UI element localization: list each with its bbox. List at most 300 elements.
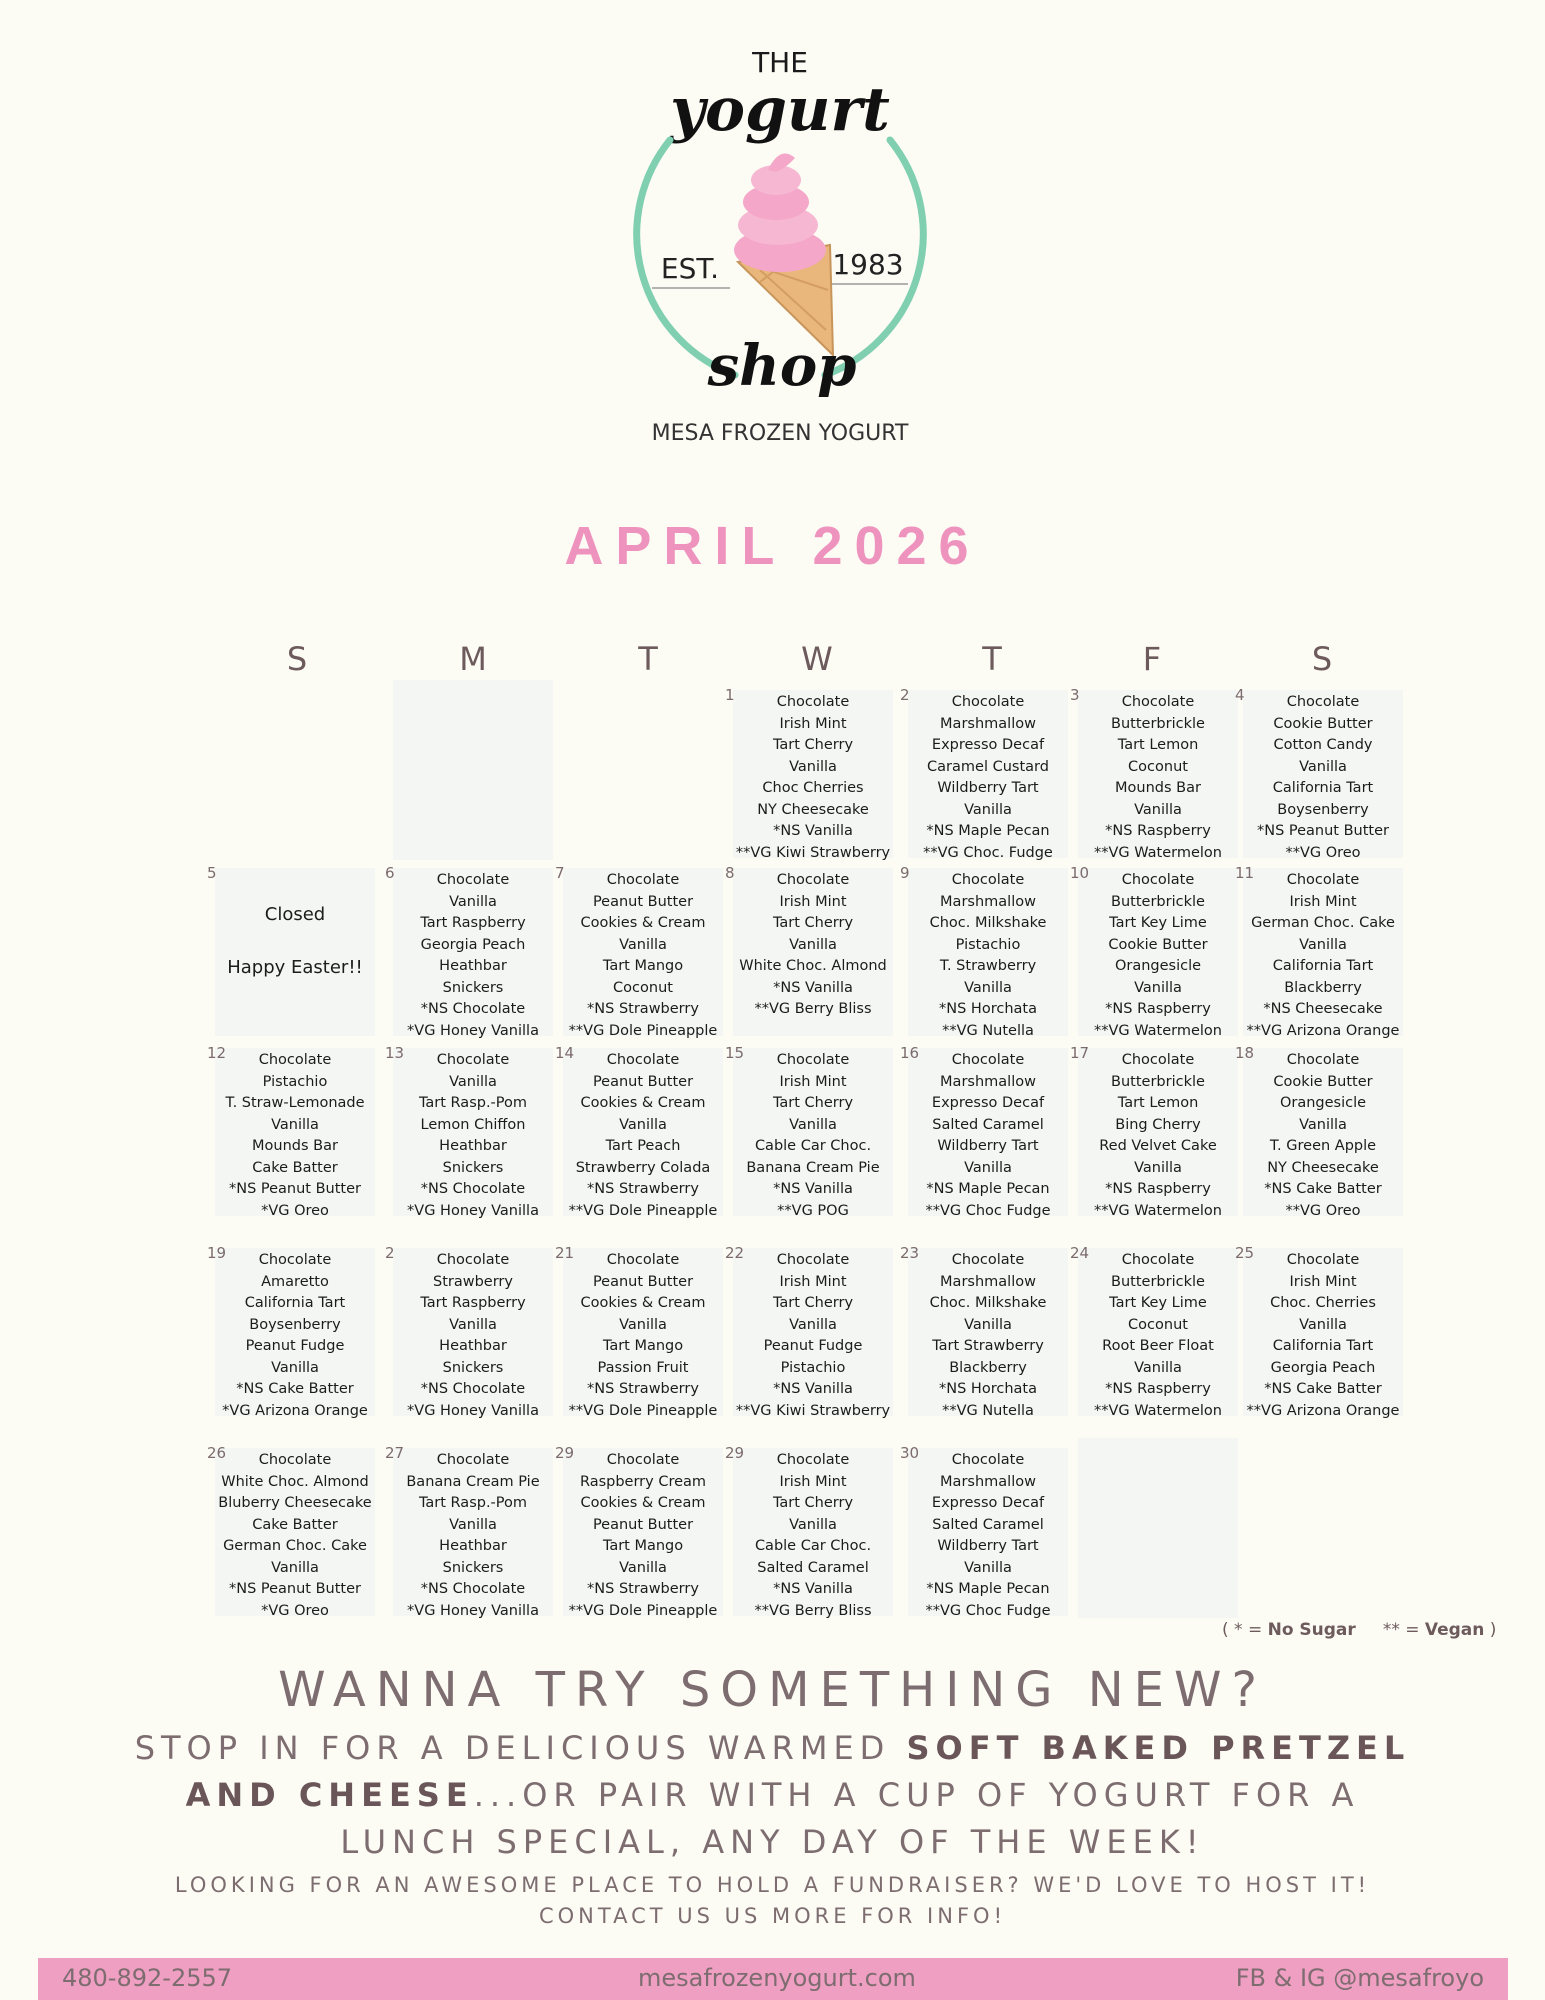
flavor-list bbox=[393, 1448, 553, 1622]
day-number: 1 bbox=[725, 686, 735, 704]
flavor-item: Tart Rasp.-Pom bbox=[418, 1495, 528, 1511]
flavor-item: Irish Mint bbox=[779, 1073, 847, 1090]
flavor-item: Tart Peach bbox=[605, 1138, 681, 1154]
flavor-item: *NS Chocolate bbox=[420, 1181, 526, 1197]
flavor-item: **VG Kiwi Strawberry bbox=[735, 1402, 891, 1419]
flavor-item: Coconut bbox=[1128, 758, 1188, 775]
day-number: 3 bbox=[1070, 686, 1080, 704]
flavor-item: Tart Cherry bbox=[772, 737, 854, 753]
flavor-item: *VG Honey Vanilla bbox=[407, 1202, 539, 1219]
flavor-item: **VG Oreo bbox=[1285, 844, 1361, 861]
calendar-day-cell bbox=[555, 1044, 723, 1219]
flavor-list bbox=[393, 1048, 553, 1222]
flavor-item: Butterbrickle bbox=[1111, 893, 1205, 910]
flavor-item: **VG Nutella bbox=[942, 1022, 1034, 1039]
flavor-item: *NS Cake Batter bbox=[1264, 1181, 1382, 1197]
flavor-item: Blackberry bbox=[949, 1359, 1027, 1376]
flavor-item: Expresso Decaf bbox=[931, 1495, 1045, 1511]
flavor-item: Bing Cherry bbox=[1115, 1116, 1201, 1133]
flavor-item: **VG POG bbox=[777, 1202, 849, 1219]
flavor-item: **VG Oreo bbox=[1285, 1202, 1361, 1219]
flavor-item: **VG Nutella bbox=[942, 1402, 1034, 1419]
closed-notice bbox=[215, 868, 375, 978]
flavor-item: Chocolate bbox=[1121, 1252, 1195, 1268]
footer-social[interactable]: FB & IG @mesafroyo bbox=[1235, 1964, 1484, 1992]
flavor-item: Wildberry Tart bbox=[937, 1138, 1039, 1154]
legend-close: ) bbox=[1484, 1620, 1497, 1640]
flavor-item: Tart Strawberry bbox=[932, 1338, 1044, 1354]
flavor-list bbox=[215, 1448, 375, 1622]
flavor-item: **VG Dole Pineapple bbox=[568, 1202, 718, 1219]
flavor-list bbox=[908, 1248, 1068, 1422]
flavor-item: Blackberry bbox=[1284, 979, 1362, 996]
legend-no-sugar: No Sugar bbox=[1267, 1620, 1356, 1640]
flavor-item: Strawberry Colada bbox=[575, 1159, 711, 1176]
calendar-day-cell bbox=[900, 686, 1068, 861]
flavor-item: Strawberry bbox=[433, 1273, 513, 1290]
flavor-item: Vanilla bbox=[271, 1116, 319, 1133]
day-number: 23 bbox=[900, 1244, 920, 1262]
day-number: 2 bbox=[900, 686, 910, 704]
flavor-item: Chocolate bbox=[776, 1252, 850, 1268]
flavor-item: Vanilla bbox=[1134, 1159, 1182, 1176]
flavor-item: Boysenberry bbox=[1277, 801, 1369, 818]
flavor-item: Wildberry Tart bbox=[937, 780, 1039, 796]
flavor-item: Butterbrickle bbox=[1111, 1273, 1205, 1290]
flavor-item: Vanilla bbox=[1299, 936, 1347, 953]
footer-phone[interactable]: 480-892-2557 bbox=[62, 1964, 233, 1992]
day-number: 12 bbox=[207, 1044, 227, 1062]
flavor-item: Chocolate bbox=[606, 872, 680, 888]
flavor-item: Chocolate bbox=[606, 1052, 680, 1068]
flavor-item: **VG Berry Bliss bbox=[754, 1001, 872, 1017]
flavor-list bbox=[908, 1448, 1068, 1622]
day-number: 8 bbox=[725, 864, 735, 882]
flavor-item: Vanilla bbox=[1299, 758, 1347, 775]
flavor-item: Bluberry Cheesecake bbox=[218, 1495, 372, 1511]
flavor-item: Salted Caramel bbox=[932, 1116, 1044, 1133]
flavor-item: Chocolate bbox=[436, 1452, 510, 1468]
flavor-item: Caramel Custard bbox=[927, 758, 1049, 775]
weekday-1: M bbox=[459, 640, 487, 678]
flavor-item: Cookies & Cream bbox=[580, 915, 706, 931]
flavor-item: Boysenberry bbox=[249, 1316, 341, 1333]
flavor-item: Cookies & Cream bbox=[580, 1295, 706, 1311]
flavor-item: Cookies & Cream bbox=[580, 1495, 706, 1511]
day-number: 29 bbox=[555, 1444, 575, 1462]
calendar-day-cell bbox=[385, 864, 553, 1039]
flavor-item: Vanilla bbox=[789, 1116, 837, 1133]
calendar-day-cell bbox=[900, 1444, 1068, 1619]
legend-open: ( * = bbox=[1222, 1620, 1268, 1640]
logo-the: THE bbox=[752, 46, 808, 79]
flavor-list bbox=[733, 690, 893, 864]
flavor-item: Chocolate bbox=[258, 1252, 332, 1268]
flavor-item: Banana Cream Pie bbox=[746, 1159, 880, 1176]
flavor-item: Heathbar bbox=[439, 1138, 507, 1154]
flavor-list bbox=[215, 1048, 375, 1222]
flavor-item: Chocolate bbox=[1286, 694, 1360, 710]
calendar-day-cell bbox=[555, 1244, 723, 1419]
flavor-item: Snickers bbox=[442, 1559, 504, 1576]
flavor-item: *NS Cake Batter bbox=[236, 1381, 354, 1397]
flavor-list bbox=[563, 1048, 723, 1222]
flavor-item: NY Cheesecake bbox=[1267, 1159, 1379, 1176]
flavor-item: *NS Chocolate bbox=[420, 1581, 526, 1597]
flavor-item: Lemon Chiffon bbox=[420, 1116, 526, 1133]
flavor-item: Chocolate bbox=[951, 872, 1025, 888]
flavor-item: Chocolate bbox=[1121, 872, 1195, 888]
flavor-item: *NS Maple Pecan bbox=[926, 1181, 1050, 1197]
logo-est: EST. bbox=[660, 252, 720, 285]
flavor-item: Red Velvet Cake bbox=[1099, 1138, 1217, 1154]
flavor-item: Irish Mint bbox=[779, 893, 847, 910]
flavor-item: Vanilla bbox=[789, 1316, 837, 1333]
flavor-item: *NS Vanilla bbox=[773, 979, 853, 996]
day-number: 13 bbox=[385, 1044, 405, 1062]
day-number: 11 bbox=[1235, 864, 1255, 882]
flavor-list bbox=[908, 1048, 1068, 1222]
flavor-item: Heathbar bbox=[439, 1338, 507, 1354]
flavor-item: Vanilla bbox=[619, 1559, 667, 1576]
flavor-item: Vanilla bbox=[271, 1559, 319, 1576]
flavor-item: Vanilla bbox=[964, 1159, 1012, 1176]
flavor-item: Cookie Butter bbox=[1108, 936, 1208, 953]
flavor-item: Tart Mango bbox=[602, 1338, 684, 1354]
flavor-item: Vanilla bbox=[619, 1316, 667, 1333]
flavor-item: *NS Chocolate bbox=[420, 1001, 526, 1017]
flavor-item: Expresso Decaf bbox=[931, 1095, 1045, 1111]
day-number: 21 bbox=[555, 1244, 575, 1262]
flavor-item: Heathbar bbox=[439, 958, 507, 974]
flavor-item: Choc Cherries bbox=[762, 780, 864, 796]
flavor-item: Passion Fruit bbox=[597, 1359, 689, 1376]
flavor-item: Peanut Fudge bbox=[763, 1338, 863, 1354]
flavor-item: Vanilla bbox=[449, 893, 497, 910]
ice-cream-cone-icon bbox=[734, 154, 833, 355]
day-number: 18 bbox=[1235, 1044, 1255, 1062]
flavor-item: Chocolate bbox=[776, 872, 850, 888]
flavor-item: **VG Choc Fudge bbox=[925, 1602, 1051, 1619]
flavor-item: Butterbrickle bbox=[1111, 715, 1205, 732]
day-number: 29 bbox=[725, 1444, 745, 1462]
flavor-list bbox=[1078, 1248, 1238, 1422]
calendar-day-cell bbox=[1235, 1044, 1403, 1219]
day-number: 19 bbox=[207, 1244, 227, 1262]
flavor-list bbox=[1243, 1248, 1403, 1422]
flavor-item: **VG Watermelon bbox=[1093, 1022, 1222, 1039]
flavor-item: Chocolate bbox=[1121, 694, 1195, 710]
flavor-list bbox=[1078, 1048, 1238, 1222]
flavor-item: Chocolate bbox=[951, 1252, 1025, 1268]
calendar-day-cell bbox=[555, 864, 723, 1039]
flavor-item: German Choc. Cake bbox=[1251, 915, 1395, 931]
flavor-item: Tart Key Lime bbox=[1109, 915, 1207, 931]
holiday-note: Happy Easter!! bbox=[227, 957, 363, 978]
flavor-item: Chocolate bbox=[951, 1052, 1025, 1068]
flavor-item: Coconut bbox=[1128, 1316, 1188, 1333]
calendar-day-cell bbox=[385, 1244, 553, 1419]
flavor-item: *NS Peanut Butter bbox=[228, 1181, 361, 1197]
promo-pretzel: SOFT BAKED PRETZEL AND CHEESE bbox=[185, 1729, 1411, 1814]
flavor-item: White Choc. Almond bbox=[739, 958, 887, 974]
flavor-item: **VG Kiwi Strawberry bbox=[735, 844, 891, 861]
day-number: 30 bbox=[900, 1444, 920, 1462]
flavor-item: Irish Mint bbox=[1289, 1273, 1357, 1290]
day-number: 22 bbox=[725, 1244, 745, 1262]
calendar-day-cell bbox=[207, 864, 375, 1036]
flavor-item: Chocolate bbox=[776, 1452, 850, 1468]
flavor-item: *NS Raspberry bbox=[1105, 1001, 1211, 1017]
flavor-list bbox=[393, 1248, 553, 1422]
flavor-item: Georgia Peach bbox=[1270, 1359, 1376, 1376]
flavor-item: Chocolate bbox=[436, 1252, 510, 1268]
flavor-item: California Tart bbox=[244, 1295, 346, 1311]
flavor-item: *NS Strawberry bbox=[587, 1001, 699, 1017]
flavor-item: Cookie Butter bbox=[1273, 1073, 1373, 1090]
flavor-item: *NS Strawberry bbox=[587, 1381, 699, 1397]
flavor-item: **VG Choc. Fudge bbox=[923, 844, 1053, 861]
weekday-6: S bbox=[1311, 640, 1333, 678]
flavor-item: Snickers bbox=[442, 979, 504, 996]
calendar-day-cell bbox=[900, 864, 1068, 1039]
flavor-item: Tart Key Lime bbox=[1109, 1295, 1207, 1311]
flavor-item: **VG Arizona Orange bbox=[1246, 1022, 1400, 1039]
calendar-day-cell bbox=[385, 1444, 553, 1619]
flavor-item: Vanilla bbox=[789, 936, 837, 953]
flavor-item: **VG Watermelon bbox=[1093, 1402, 1222, 1419]
calendar-day-cell bbox=[725, 1044, 893, 1219]
flavor-item: Tart Lemon bbox=[1117, 737, 1199, 753]
legend-gap: ** = bbox=[1355, 1620, 1425, 1640]
flavor-item: Choc. Milkshake bbox=[929, 1295, 1047, 1311]
calendar-day-cell bbox=[900, 1244, 1068, 1419]
flavor-item: Vanilla bbox=[789, 1516, 837, 1533]
flavor-item: *NS Maple Pecan bbox=[926, 1581, 1050, 1597]
logo-yogurt: yogurt bbox=[670, 75, 890, 145]
flavor-item: *VG Oreo bbox=[261, 1602, 329, 1619]
flavor-item: *NS Raspberry bbox=[1105, 1381, 1211, 1397]
promo-line-b: ...OR PAIR WITH A CUP OF YOGURT FOR A LUNCH SPECIAL, ANY DAY OF THE WEEK! bbox=[340, 1776, 1360, 1861]
footer-website[interactable]: mesafrozenyogurt.com bbox=[638, 1964, 916, 1992]
flavor-item: Tart Raspberry bbox=[420, 1295, 526, 1311]
weekday-0: S bbox=[286, 640, 308, 678]
day-number: 27 bbox=[385, 1444, 405, 1462]
flavor-item: *NS Peanut Butter bbox=[228, 1581, 361, 1597]
calendar-day-cell bbox=[207, 1444, 375, 1619]
flavor-item: Vanilla bbox=[1299, 1116, 1347, 1133]
calendar-day-cell bbox=[1235, 864, 1403, 1039]
flavor-item: Vanilla bbox=[1134, 979, 1182, 996]
flavor-item: Peanut Butter bbox=[592, 1073, 694, 1090]
flavor-list bbox=[908, 868, 1068, 1042]
flavor-item: Choc. Cherries bbox=[1270, 1295, 1376, 1311]
flavor-item: Cookie Butter bbox=[1273, 715, 1373, 732]
flavor-item: **VG Berry Bliss bbox=[754, 1602, 872, 1619]
flavor-item: Chocolate bbox=[1121, 1052, 1195, 1068]
calendar-day-cell bbox=[1070, 1244, 1238, 1419]
flavor-item: California Tart bbox=[1272, 1338, 1374, 1354]
flavor-item: *NS Vanilla bbox=[773, 1181, 853, 1197]
flavor-item: Mounds Bar bbox=[252, 1138, 338, 1154]
calendar-day-cell bbox=[725, 1444, 893, 1619]
day-number: 9 bbox=[900, 864, 910, 882]
flavor-item: Vanilla bbox=[619, 936, 667, 953]
flavor-item: Chocolate bbox=[1286, 1252, 1360, 1268]
flavor-item: Tart Cherry bbox=[772, 1495, 854, 1511]
flavor-item: *VG Arizona Orange bbox=[222, 1402, 368, 1419]
calendar-day-cell bbox=[1070, 864, 1238, 1039]
promo-body bbox=[120, 1725, 1425, 1866]
promo-headline: WANNA TRY SOMETHING NEW? bbox=[278, 1662, 1267, 1718]
flavor-item: Marshmallow bbox=[940, 893, 1036, 910]
flavor-item: California Tart bbox=[1272, 780, 1374, 796]
calendar-day-cell bbox=[900, 1044, 1068, 1219]
day-number: 24 bbox=[1070, 1244, 1090, 1262]
flavor-item: NY Cheesecake bbox=[757, 801, 869, 818]
flavor-list bbox=[908, 690, 1068, 864]
calendar-day-cell bbox=[1235, 686, 1403, 861]
flavor-item: Tart Mango bbox=[602, 1538, 684, 1554]
flavor-item: Vanilla bbox=[1134, 1359, 1182, 1376]
flavor-item: *NS Vanilla bbox=[773, 1381, 853, 1397]
calendar-day-cell bbox=[725, 864, 893, 1036]
flavor-item: Chocolate bbox=[606, 1452, 680, 1468]
flavor-item: Irish Mint bbox=[779, 715, 847, 732]
flavor-item: Vanilla bbox=[619, 1116, 667, 1133]
flavor-item: Salted Caramel bbox=[757, 1559, 869, 1576]
calendar-empty-cell bbox=[1078, 1438, 1238, 1618]
flavor-item: Chocolate bbox=[436, 1052, 510, 1068]
flavor-item: *NS Maple Pecan bbox=[926, 823, 1050, 839]
flavor-item: Irish Mint bbox=[779, 1473, 847, 1490]
flavor-item: Butterbrickle bbox=[1111, 1073, 1205, 1090]
flavor-item: *NS Cake Batter bbox=[1264, 1381, 1382, 1397]
flavor-item: Cable Car Choc. bbox=[754, 1138, 872, 1154]
day-number: 4 bbox=[1235, 686, 1245, 704]
promo-line-a: STOP IN FOR A DELICIOUS WARMED bbox=[134, 1729, 907, 1767]
calendar-day-cell bbox=[1070, 1044, 1238, 1219]
flavor-item: White Choc. Almond bbox=[221, 1473, 369, 1490]
flavor-item: Marshmallow bbox=[940, 1273, 1036, 1290]
flavor-item: Tart Mango bbox=[602, 958, 684, 974]
flavor-item: Georgia Peach bbox=[420, 936, 526, 953]
flavor-item: *NS Raspberry bbox=[1105, 823, 1211, 839]
flavor-item: Chocolate bbox=[436, 872, 510, 888]
flavor-item: Vanilla bbox=[449, 1516, 497, 1533]
flavor-item: Chocolate bbox=[1286, 872, 1360, 888]
flavor-item: **VG Arizona Orange bbox=[1246, 1402, 1400, 1419]
flavor-item: **VG Watermelon bbox=[1093, 844, 1222, 861]
legend-vegan: Vegan bbox=[1424, 1620, 1485, 1640]
flavor-list bbox=[1078, 690, 1238, 864]
flavor-item: Chocolate bbox=[1286, 1052, 1360, 1068]
calendar-day-cell bbox=[207, 1044, 375, 1219]
flavor-item: Vanilla bbox=[1299, 1316, 1347, 1333]
flavor-item: Tart Raspberry bbox=[420, 915, 526, 931]
flavor-item: Pistachio bbox=[262, 1073, 328, 1090]
calendar-day-cell bbox=[725, 686, 893, 861]
flavor-item: Pistachio bbox=[955, 936, 1021, 953]
day-number: 14 bbox=[555, 1044, 575, 1062]
weekday-5: F bbox=[1142, 640, 1162, 678]
flavor-item: Tart Cherry bbox=[772, 1095, 854, 1111]
flavor-item: California Tart bbox=[1272, 958, 1374, 974]
flavor-item: **VG Dole Pineapple bbox=[568, 1402, 718, 1419]
flavor-item: Wildberry Tart bbox=[937, 1538, 1039, 1554]
flavor-item: Vanilla bbox=[789, 758, 837, 775]
flavor-item: Vanilla bbox=[964, 979, 1012, 996]
flavor-list bbox=[1243, 690, 1403, 864]
flavor-item: Cake Batter bbox=[252, 1516, 338, 1533]
flavor-item: *NS Horchata bbox=[939, 1381, 1037, 1397]
flavor-item: Peanut Butter bbox=[592, 893, 694, 910]
flavor-list bbox=[733, 1048, 893, 1222]
flavor-item: *NS Strawberry bbox=[587, 1581, 699, 1597]
flavor-item: Chocolate bbox=[776, 1052, 850, 1068]
calendar-day-cell bbox=[207, 1244, 375, 1419]
flavor-item: *VG Honey Vanilla bbox=[407, 1022, 539, 1039]
flavor-list bbox=[563, 1248, 723, 1422]
calendar-day-cell bbox=[385, 1044, 553, 1219]
flavor-item: Expresso Decaf bbox=[931, 737, 1045, 753]
flavor-item: T. Strawberry bbox=[939, 958, 1037, 974]
flavor-item: Irish Mint bbox=[1289, 893, 1357, 910]
flavor-item: *VG Oreo bbox=[261, 1202, 329, 1219]
shop-logo bbox=[590, 30, 970, 470]
flavor-list bbox=[393, 868, 553, 1042]
flavor-item: *NS Chocolate bbox=[420, 1381, 526, 1397]
flavor-list bbox=[1078, 868, 1238, 1042]
flavor-item: Chocolate bbox=[951, 1452, 1025, 1468]
footer-bar bbox=[38, 1958, 1508, 2000]
flavor-item: T. Straw-Lemonade bbox=[225, 1095, 365, 1111]
logo-shop: shop bbox=[707, 333, 857, 399]
flavor-item: Cookies & Cream bbox=[580, 1095, 706, 1111]
flavor-item: *VG Honey Vanilla bbox=[407, 1402, 539, 1419]
flavor-list bbox=[215, 1248, 375, 1422]
flavor-item: Tart Cherry bbox=[772, 1295, 854, 1311]
flavor-item: Tart Cherry bbox=[772, 915, 854, 931]
flavor-item: Vanilla bbox=[964, 1559, 1012, 1576]
flavor-item: Chocolate bbox=[258, 1052, 332, 1068]
flavor-list bbox=[1243, 1048, 1403, 1222]
calendar-day-cell bbox=[725, 1244, 893, 1419]
day-number: 15 bbox=[725, 1044, 745, 1062]
flavor-item: Chocolate bbox=[258, 1452, 332, 1468]
day-number: 16 bbox=[900, 1044, 920, 1062]
weekday-3: W bbox=[801, 640, 833, 678]
flavor-item: Irish Mint bbox=[779, 1273, 847, 1290]
calendar-empty-cell bbox=[393, 680, 553, 860]
day-number: 26 bbox=[207, 1444, 227, 1462]
flavor-item: *NS Raspberry bbox=[1105, 1181, 1211, 1197]
flavor-item: Snickers bbox=[442, 1359, 504, 1376]
day-number: 2 bbox=[385, 1244, 395, 1262]
flavor-item: *NS Peanut Butter bbox=[1256, 823, 1389, 839]
logo-year: 1983 bbox=[832, 248, 904, 281]
promo-fundraiser: LOOKING FOR AN AWESOME PLACE TO HOLD A FUNDRAISER? WE'D LOVE TO HOST IT! CONTACT US US MORE FOR INFO! bbox=[174, 1873, 1371, 1928]
flavor-item: Coconut bbox=[613, 979, 673, 996]
flavor-list bbox=[563, 868, 723, 1042]
calendar-title: APRIL 2026 bbox=[564, 516, 981, 576]
flavor-list bbox=[1243, 868, 1403, 1042]
flavor-item: German Choc. Cake bbox=[223, 1538, 367, 1554]
flavor-legend bbox=[1222, 1620, 1496, 1640]
flavor-item: *NS Vanilla bbox=[773, 1581, 853, 1597]
flavor-item: *VG Honey Vanilla bbox=[407, 1602, 539, 1619]
weekday-2: T bbox=[638, 640, 658, 678]
